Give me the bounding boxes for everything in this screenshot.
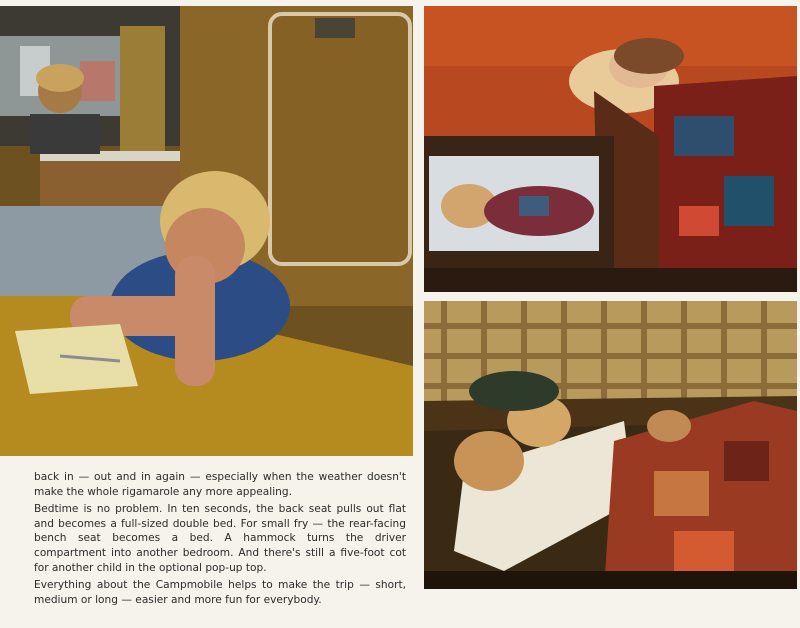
paragraph-bedtime: Bedtime is no problem. In ten seconds, the back seat pulls out flat and becomes a full-sized double bed. For small fry — the rear-facing bench seat becomes a bed. A hammock turns the driver compartment into another bedroom. And there's still a five-foot cot for another child in the optional pop-up top. [34, 503, 406, 574]
paragraph-rigamarole: back in — out and in again — especially when the weather doesn't make the whole rigamarole any more appealing. [34, 471, 406, 498]
photo-children-in-bed-plaid-curtains [424, 301, 797, 589]
paragraph-everything: Everything about the Campmobile helps to make the trip — short, medium or long — easier and more fun for everybody. [34, 579, 406, 606]
photo-children-sleeping-bunks [424, 6, 797, 292]
photo-boy-writing-on-bed [0, 6, 413, 456]
body-text [34, 470, 406, 610]
